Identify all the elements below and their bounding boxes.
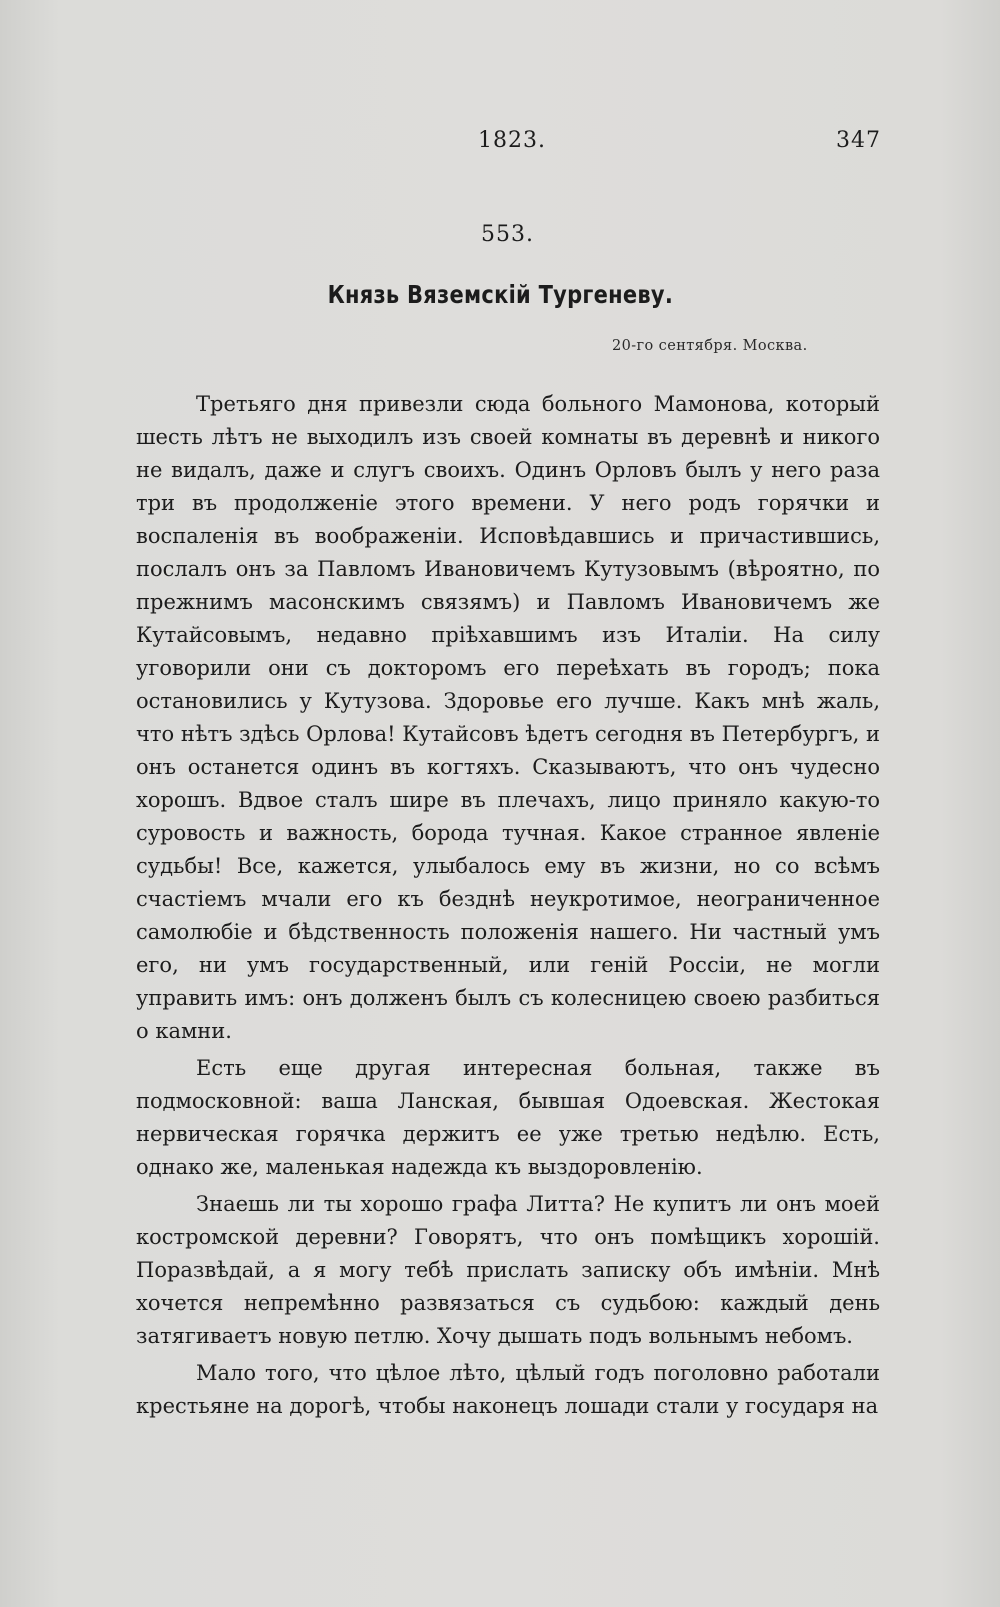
paragraph: Есть еще другая интересная больная, также въ подмосковной: ваша Ланская, бывшая Одоевская. Жестокая нервическая горячка держитъ ее уже третью недѣлю. Есть, однако же, маленькая надежда къ выздоровленію. bbox=[136, 1056, 880, 1179]
running-head bbox=[0, 128, 1000, 168]
paragraph: Третьяго дня привезли сюда больного Мамонова, который шесть лѣтъ не выходилъ изъ своей комнаты въ деревнѣ и никого не видалъ, даже и слугъ своихъ. Одинъ Орловъ былъ у него раза три въ продолженіе этого времени. У него родъ горячки и воспаленія въ воображеніи. Исповѣдавшись и причастившись, послалъ онъ за Павломъ Ивановичемъ Кутузовымъ (вѣроятно, по прежнимъ масонскимъ связямъ) и Павломъ Ивановичемъ же Кутайсовымъ, недавно пріѣхавшимъ изъ Италіи. На силу уговорили они съ докторомъ его переѣхать въ городъ; пока остановились у Кутузова. Здоровье его лучше. Какъ мнѣ жаль, что нѣтъ здѣсь Орлова! Кутайсовъ ѣдетъ сегодня въ Петербургъ, и онъ останется одинъ въ когтяхъ. Сказываютъ, что онъ чудесно хорошъ. Вдвое сталъ шире въ плечахъ, лицо приняло какую-то суровость и важность, борода тучная. Какое странное явленіе судьбы! Все, кажется, улыбалось ему въ жизни, но со всѣмъ счастіемъ мчали его къ безднѣ неукротимое, неограниченное самолюбіе и бѣдственность положенія нашего. Ни частный умъ его, ни умъ государственный, или геній Россіи, не могли управить имъ: онъ долженъ былъ съ колесницею своею разбиться о камни. bbox=[136, 392, 880, 1043]
letter-number: 553. bbox=[481, 222, 534, 247]
paragraph: Мало того, что цѣлое лѣто, цѣлый годъ поголовно работали крестьяне на дорогѣ, чтобы наконецъ лошади стали у государя на bbox=[136, 1361, 880, 1418]
letter-title: Князь Вяземскій Тургеневу. bbox=[327, 280, 674, 309]
letter-dateline: 20-го сентября. Москва. bbox=[612, 338, 808, 354]
paragraph: Знаешь ли ты хорошо графа Литта? Не купитъ ли онъ моей костромской деревни? Говорятъ, что онъ помѣщикъ хорошій. Поразвѣдай, а я могу тебѣ прислать записку объ имѣніи. Мнѣ хочется непремѣнно развязаться съ судьбою: каждый день затягиваетъ новую петлю. Хочу дышать подъ вольнымъ небомъ. bbox=[136, 1192, 880, 1348]
letter-body bbox=[136, 388, 880, 1427]
page-number: 347 bbox=[836, 128, 881, 153]
running-head-year: 1823. bbox=[478, 128, 546, 153]
